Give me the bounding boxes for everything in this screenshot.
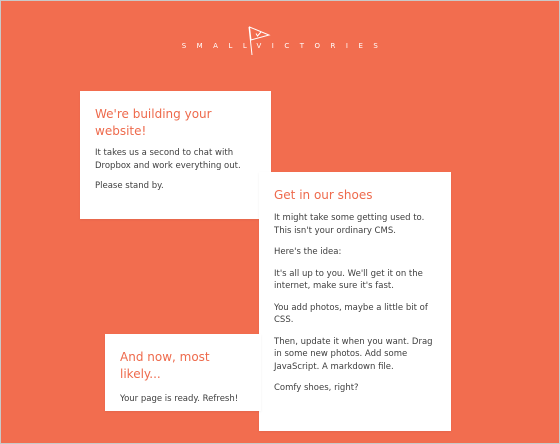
brand-wordmark: SMALLVICTORIES bbox=[181, 42, 389, 50]
site-logo[interactable] bbox=[0, 24, 560, 60]
flag-icon bbox=[244, 24, 274, 56]
card-and-now bbox=[105, 334, 261, 411]
card-title: We're building your website! bbox=[95, 107, 212, 138]
card-text: Comfy shoes, right? bbox=[274, 383, 359, 393]
card-title: And now, most likely... bbox=[120, 350, 210, 381]
card-text: You add photos, maybe a little bit of CSS. bbox=[274, 302, 428, 325]
status-message: Your page is ready. Refresh! bbox=[120, 394, 239, 404]
card-text: It takes us a second to chat with Dropbox and work everything out. bbox=[95, 148, 241, 171]
card-text: Please stand by. bbox=[95, 181, 164, 191]
card-text: Here's the idea: bbox=[274, 247, 342, 257]
card-get-in-our-shoes bbox=[259, 172, 451, 431]
card-title: Get in our shoes bbox=[274, 188, 373, 202]
card-text: It's all up to you. We'll get it on the internet, make sure it's fast. bbox=[274, 268, 423, 291]
card-text: Then, update it when you want. Drag in some new photos. Add some JavaScript. A markdown file. bbox=[274, 336, 433, 372]
card-building-website bbox=[80, 91, 271, 219]
card-text: It might take some getting used to. This isn't your ordinary CMS. bbox=[274, 213, 425, 236]
